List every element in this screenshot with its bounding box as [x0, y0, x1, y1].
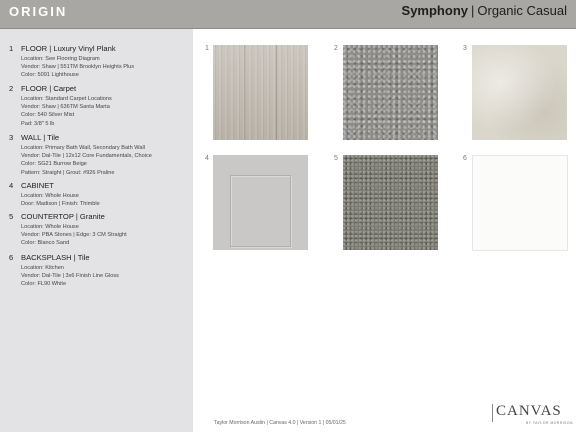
- detail-line: Location: Standard Carpet Locations: [21, 96, 112, 102]
- collection-style: Organic Casual: [477, 3, 567, 18]
- selection-title: WALL | Tile: [21, 133, 60, 142]
- collection-title: [402, 3, 567, 18]
- detail-line: Color: Blanco Sand: [21, 240, 70, 247]
- detail-line: Pattern: Straight | Grout: #926 Praline: [21, 169, 115, 176]
- detail-line: Color: 540 Silver Mist: [21, 112, 75, 119]
- detail-line: Color: FL90 White: [21, 281, 67, 288]
- detail-line: Vendor: Shaw | 551TM Brooklyn Heights Plus: [21, 64, 135, 71]
- detail-line: Location: Whole House: [21, 193, 79, 199]
- door-panel: [230, 175, 291, 247]
- selection-details: [21, 55, 134, 80]
- swatch-number: 6: [463, 155, 467, 162]
- logo-subtitle: BY TAYLOR MORRISON: [526, 421, 573, 425]
- detail-line: Vendor: Shaw | 636TM Santa Marta: [21, 104, 110, 111]
- header-bar: [0, 0, 576, 29]
- detail-line: Location: Kitchen: [21, 265, 64, 271]
- selection-details: [21, 264, 119, 289]
- detail-line: Location: See Flooring Diagram: [21, 56, 100, 62]
- selection-number: 3: [9, 133, 14, 142]
- detail-line: Location: Whole House: [21, 224, 79, 230]
- brand-name: ORIGIN: [9, 4, 68, 19]
- swatch-number: 1: [205, 45, 209, 52]
- detail-line: Color: SG21 Burrow Beige: [21, 161, 87, 168]
- swatch-number: 5: [334, 155, 338, 162]
- collection-name: Symphony: [401, 3, 468, 18]
- selection-number: 4: [9, 181, 14, 190]
- selection-number: 5: [9, 212, 14, 221]
- selection-title: BACKSPLASH | Tile: [21, 253, 90, 262]
- granite-swatch: [343, 155, 438, 250]
- detail-line: Vendor: Dal-Tile | 12x12 Core Fundamentals, Choice: [21, 153, 152, 160]
- detail-line: Pad: 3/8" 5 lb: [21, 120, 55, 127]
- selection-title: FLOOR | Luxury Vinyl Plank: [21, 44, 116, 53]
- selection-number: 2: [9, 84, 14, 93]
- carpet-swatch: [343, 45, 438, 140]
- selection-title: FLOOR | Carpet: [21, 84, 77, 93]
- selection-title: CABINET: [21, 181, 54, 190]
- detail-line: Vendor: PBA Stones | Edge: 3 CM Straight: [21, 232, 127, 239]
- selection-details: [21, 192, 100, 208]
- selection-number: 6: [9, 253, 14, 262]
- selection-details: [21, 223, 127, 248]
- selection-details: [21, 95, 112, 128]
- swatch-number: 2: [334, 45, 338, 52]
- footer-text: Taylor Morrison Austin | Canvas 4.0 | Version 1 | 05/01/25: [214, 420, 346, 426]
- detail-line: Door: Madison | Finish: Thimble: [21, 201, 100, 208]
- logo-word: CANVAS: [496, 403, 562, 419]
- selections-sidebar: [0, 29, 193, 432]
- detail-line: Location: Primary Bath Wall, Secondary Bath Wall: [21, 145, 145, 151]
- selection-number: 1: [9, 44, 14, 53]
- swatch-number: 3: [463, 45, 467, 52]
- collection-separator: |: [471, 3, 475, 18]
- swatch-number: 4: [205, 155, 209, 162]
- logo-bar: [492, 404, 493, 422]
- detail-line: Vendor: Dal-Tile | 3x6 Finish Line Gloss: [21, 273, 119, 280]
- wall-tile-swatch: [472, 45, 567, 140]
- selection-title: COUNTERTOP | Granite: [21, 212, 105, 221]
- canvas-logo: [492, 403, 573, 427]
- cabinet-door-swatch: [213, 155, 308, 250]
- detail-line: Color: 5091 Lighthouse: [21, 72, 79, 79]
- backsplash-tile-swatch: [472, 155, 568, 251]
- vinyl-plank-swatch: [213, 45, 308, 140]
- selection-details: [21, 144, 152, 177]
